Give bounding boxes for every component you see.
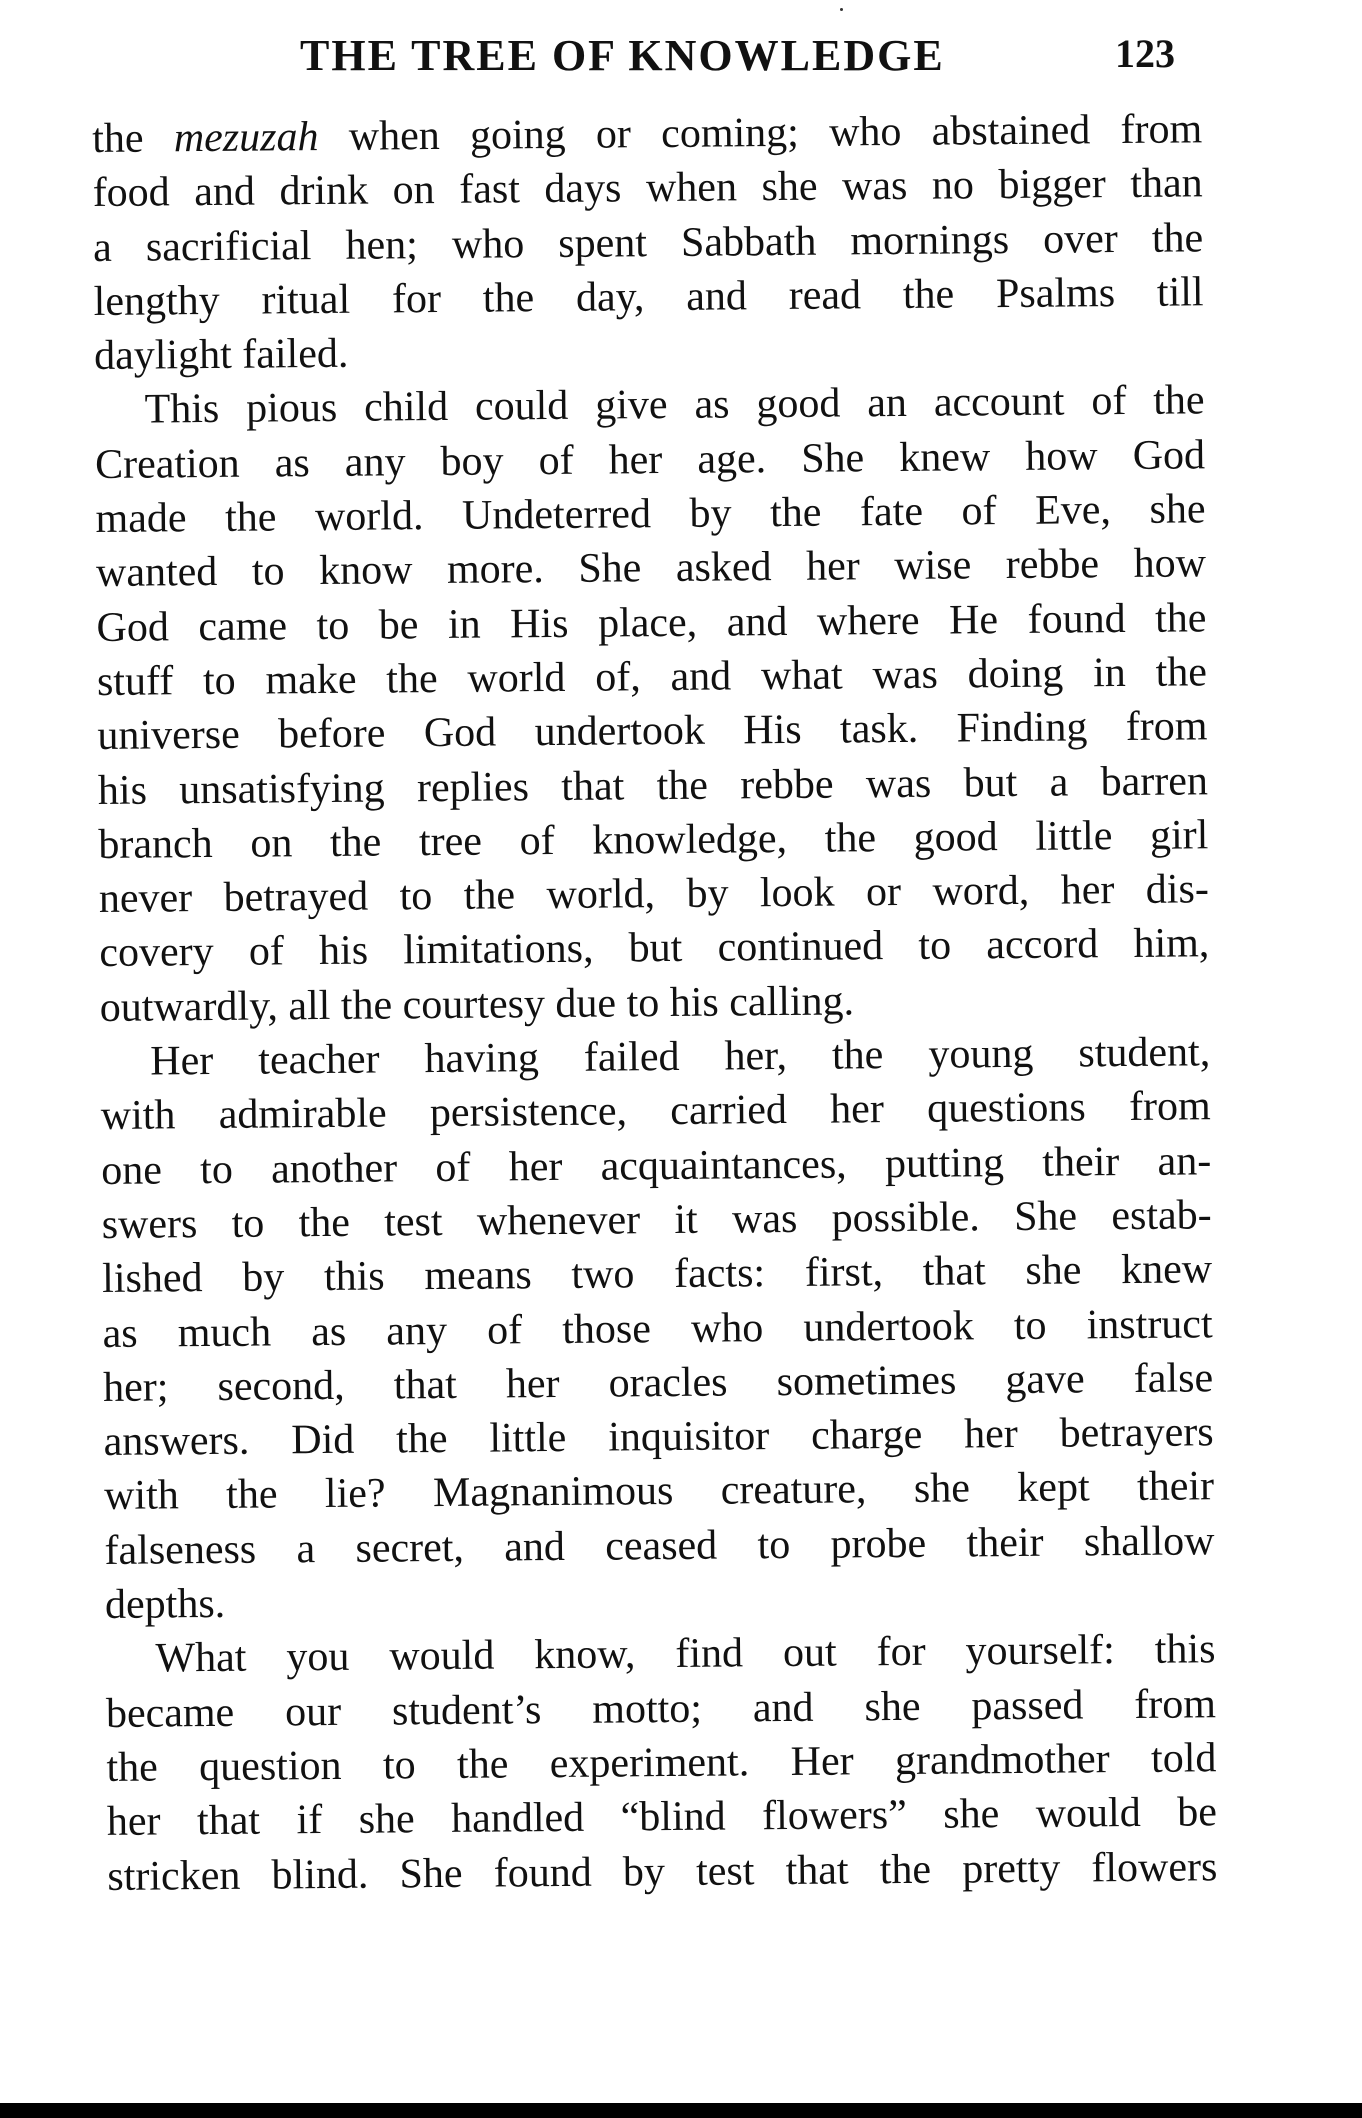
text-line: became our student’s motto; and she passed from [105,1680,1217,1737]
text-line: branch on the tree of knowledge, the good little girl [98,812,1209,868]
text-line: a sacrificial hen; who spent Sabbath mornings over the [92,214,1204,271]
scan-edge-bar [0,2103,1362,2118]
text-line: covery of his limitations, but continued to accord him, [99,920,1210,977]
text-line: God came to be in His place, and where He found the [96,594,1207,651]
running-head: THE TREE OF KNOWLEDGE [300,31,945,80]
text-line: depths. [104,1580,226,1628]
text-line: with admirable persistence, carried her questions from [100,1083,1211,1140]
text-line: the question to the experiment. Her grandmother told [106,1735,1217,1791]
text-line: What you would know, find out for yourself: this [155,1626,1216,1682]
text-line: lengthy ritual for the day, and read the Psalms till [93,269,1204,325]
text-line: outwardly, all the courtesy due to his calling. [99,978,855,1031]
page-number: 123 [1115,31,1175,76]
text-line: stricken blind. She found by test that the pretty flowers [107,1843,1218,1900]
text-line: Her teacher having failed her, the young student, [150,1029,1211,1085]
text-line: the mezuzah when going or coming; who abstained from [92,106,1203,162]
text-line: daylight failed. [93,330,349,380]
text-line: universe before God undertook His task. Finding from [97,703,1208,760]
text-line: falseness a secret, and ceased to probe their shallow [104,1517,1215,1574]
text-line: Creation as any boy of her age. She knew how God [94,432,1206,488]
ink-speck [840,8,843,11]
text-line: wanted to know more. She asked her wise rebbe how [95,540,1207,597]
text-line: her that if she handled “blind flowers” she would be [106,1789,1218,1846]
text-line: with the lie? Magnanimous creature, she kept their [103,1463,1215,1520]
body-text [92,102,1218,1903]
text-line: his unsatisfying replies that the rebbe was but a barren [97,757,1209,814]
page-header [90,30,1190,90]
text-line: food and drink on fast days when she was no bigger than [92,160,1203,217]
text-line: This pious child could give as good an account of the [144,377,1205,434]
italic-word: mezuzah [173,114,319,162]
text-line: swers to the test whenever it was possible. She estab- [101,1192,1212,1248]
text-line: answers. Did the little inquisitor charge her betrayers [103,1409,1214,1466]
text-line: lished by this means two facts: first, that she knew [101,1246,1213,1303]
text-line: made the world. Undeterred by the fate of Eve, she [95,486,1206,543]
text-line: as much as any of those who undertook to instruct [102,1300,1213,1357]
text-line: never betrayed to the world, by look or word, her dis- [98,866,1210,923]
text-line: one to another of her acquaintances, putting their an- [101,1137,1212,1194]
text-line: her; second, that her oracles sometimes gave false [102,1355,1214,1411]
text-line: stuff to make the world of, and what was doing in the [96,649,1208,705]
